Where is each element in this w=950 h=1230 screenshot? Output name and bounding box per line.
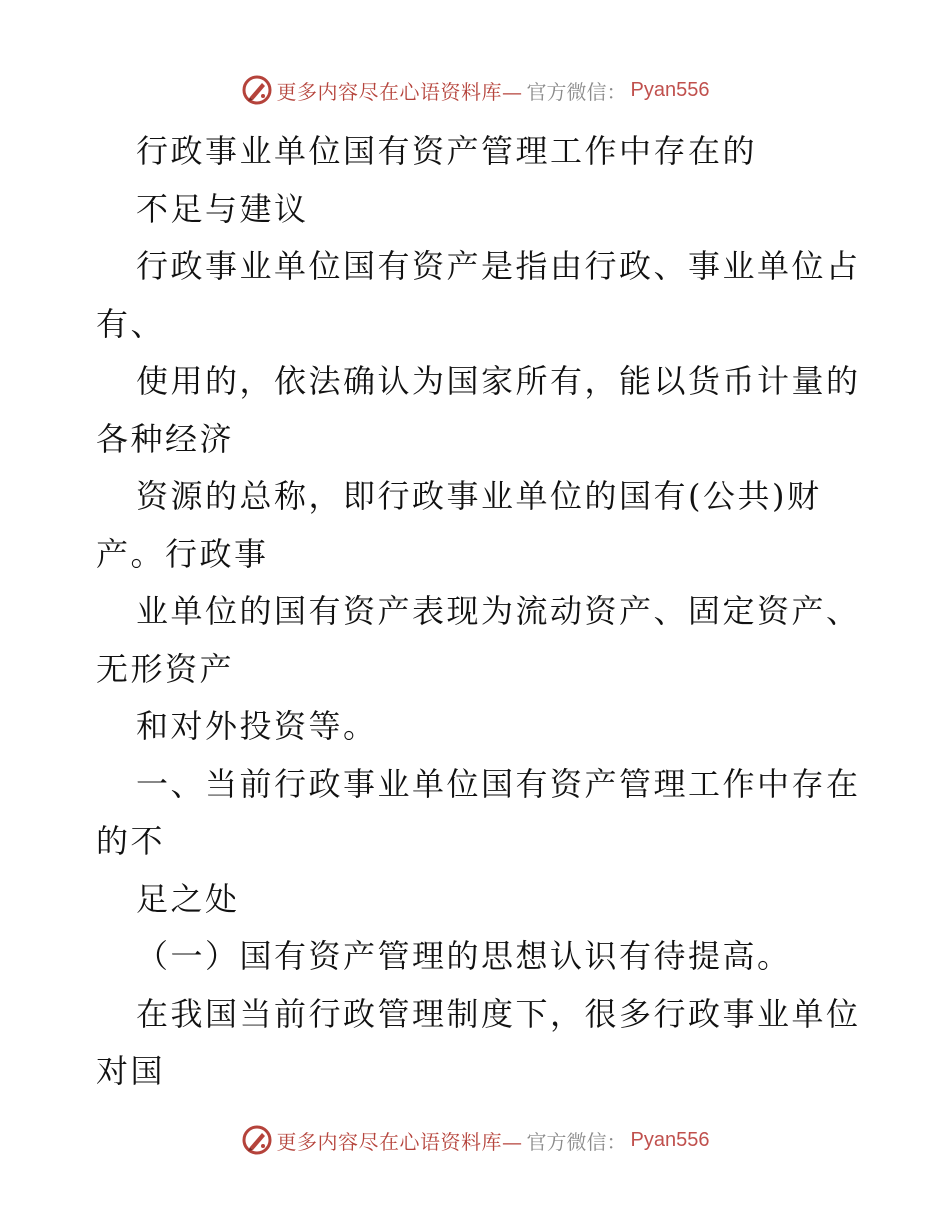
pen-logo-icon	[241, 1124, 273, 1156]
text-line: 不足与建议	[136, 189, 309, 228]
banner-wechat-id: Pyan556	[630, 1128, 710, 1151]
banner-site-text: 更多内容尽在心语资料库—	[276, 1129, 523, 1154]
pen-logo-icon	[241, 74, 273, 106]
header-banner	[0, 70, 950, 110]
banner-wechat-label: 官方微信：	[526, 1129, 627, 1154]
text-line: 在我国当前行政管理制度下，很多行政事业单位	[136, 994, 861, 1033]
text-line: （一）国有资产管理的思想认识有待提高。	[136, 937, 792, 975]
banner-site-text: 更多内容尽在心语资料库—	[276, 79, 523, 104]
text-line: 行政事业单位国有资产是指由行政、事业单位占	[136, 247, 861, 285]
text-line: 使用的，依法确认为国家所有，能以货币计量的	[136, 362, 861, 400]
text-line: 一、当前行政事业单位国有资产管理工作中存在	[136, 764, 861, 803]
banner-wechat-label: 官方微信：	[526, 79, 627, 104]
document-body	[96, 123, 861, 1101]
footer-banner	[0, 1120, 950, 1160]
text-line: 业单位的国有资产表现为流动资产、固定资产、	[136, 592, 861, 630]
text-line: 有、	[96, 304, 166, 343]
text-line: 的不	[96, 822, 166, 860]
text-line: 足之处	[136, 879, 240, 918]
text-line: 产。行政事	[96, 534, 269, 573]
text-line: 无形资产	[96, 649, 235, 688]
banner-wechat-id: Pyan556	[630, 78, 710, 101]
text-line: 资源的总称，即行政事业单位的国有(公共)财	[136, 477, 822, 515]
text-line: 和对外投资等。	[136, 707, 378, 745]
text-line: 对国	[96, 1052, 166, 1090]
text-line: 各种经济	[96, 419, 235, 458]
text-line: 行政事业单位国有资产管理工作中存在的	[136, 132, 758, 170]
